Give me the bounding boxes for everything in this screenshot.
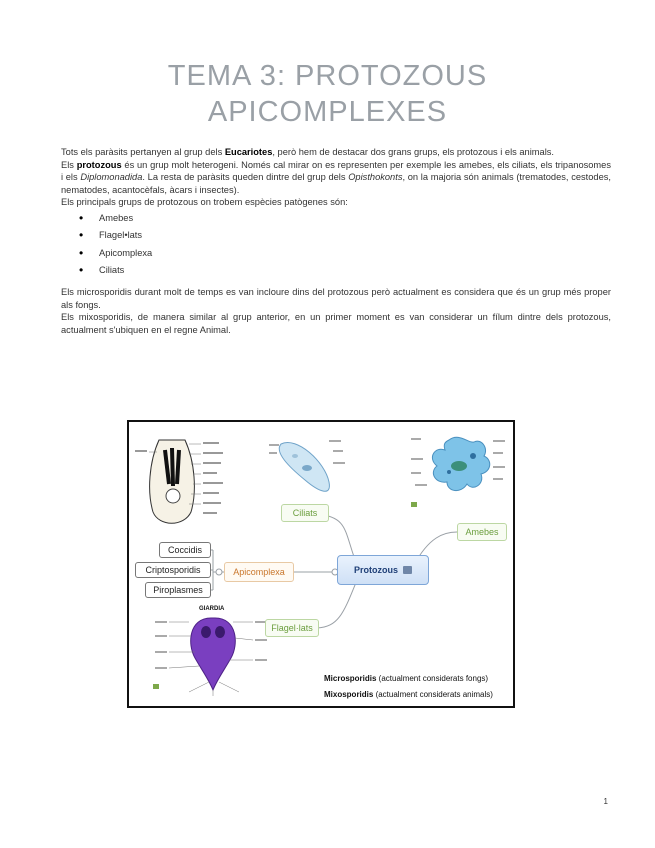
legend-term: Microsporidis [324,674,377,683]
connector-knob [216,569,222,575]
term-eucariotes: Eucariotes [224,147,273,157]
node-flagellats: Flagel·lats [265,619,319,637]
node-protozous-label: Protozous [354,565,398,575]
list-item: • Amebes [61,210,611,228]
amoeba-illustration [411,437,505,507]
term-diplomonadida: Diplomonadida [80,172,143,183]
text-span: . La resta de paràsits queden dintre del grup dels [142,172,349,183]
node-protozous [337,555,429,585]
title-line-1: TEMA 3: PROTOZOUS [167,60,488,92]
node-apicomplexa: Apicomplexa [224,562,294,582]
paragraph-eucariotes [61,146,611,159]
title-line-2: APICOMPLEXES [207,96,448,128]
paragraph-protozous [61,159,611,197]
text-span: , però hem de destacar dos grans grups, els protozous i els animals. [272,147,555,157]
list-item: • Ciliats [61,262,611,280]
text-span: Els [61,159,77,170]
page-title [0,58,655,130]
page-number: 1 [603,797,608,806]
list-item: • Apicomplexa [61,245,611,263]
protozous-mindmap-figure [127,420,515,708]
term-protozous: protozous [76,159,122,170]
node-coccidis: Coccidis [159,542,211,558]
legend-microsporidis [324,674,488,683]
paragraph-microsporidis: Els microsporidis durant molt de temps es van incloure dins del protozous però actualment es considera que és un grup més proper als fongs. [61,286,611,310]
oocyst-illustration [135,440,223,523]
list-item: • Flagel•lats [61,227,611,245]
groups-list [61,210,611,280]
legend-mixosporidis [324,690,493,699]
body-text [61,146,611,336]
node-amebes: Amebes [457,523,507,541]
note-icon [403,566,412,574]
text-span: Tots els paràsits pertanyen al grup dels [61,147,225,157]
text-span: , on la majoria són animals (trematodes, cestodes, nematodes, acantocèfals, àcars i insectes). [61,172,611,195]
giardia-label: GIARDIA [199,606,225,612]
paragraph-groups-intro: Els principals grups de protozous on trobem espècies patògenes són: [61,197,348,208]
node-piroplasmes: Piroplasmes [145,582,211,598]
term-opisthokonts: Opisthokonts [348,172,403,183]
paragraph-mixosporidis: Els mixosporidis, de manera similar al grup anterior, en un primer moment es van considerar un fílum dintre dels protozous, actualment s'ubiquen en el regne Animal. [61,312,611,335]
legend-term: Mixosporidis [324,690,374,699]
node-ciliats: Ciliats [281,504,329,522]
legend-text: (actualment considerats fongs) [376,674,489,683]
legend-text: (actualment considerats animals) [373,690,493,699]
node-criptosporidis: Criptosporidis [135,562,211,578]
giardia-illustration [153,618,267,696]
text-span: és un grup molt heterogeni. Només cal mirar on es representen per exemple les amebes, els ciliats, els tripanosomes i els [61,159,611,183]
paramecium-illustration [269,440,345,491]
